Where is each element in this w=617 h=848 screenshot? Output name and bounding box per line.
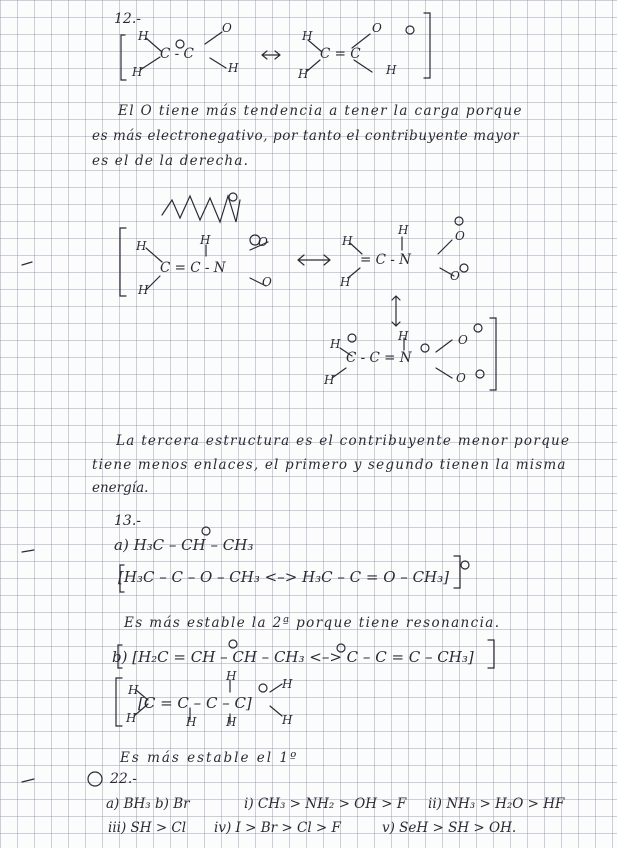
- question-22-label: 22.-: [110, 771, 137, 787]
- atom-H: H: [226, 715, 237, 729]
- atom-H: H: [298, 67, 309, 81]
- atom-H: H: [228, 61, 239, 75]
- question-13a-line-2: [H₃C – C – O – CH₃ <–> H₃C – C = O – CH₃]: [118, 568, 449, 586]
- question-22-answer-iii: iii) SH > Cl: [108, 820, 187, 836]
- atom-O: O: [456, 371, 466, 385]
- structure-12-right: C = C: [320, 46, 361, 62]
- resonance-12-nitro: [120, 217, 496, 390]
- atom-H: H: [340, 275, 351, 289]
- question-13b-line-2: [C = C – C – C]: [138, 694, 252, 712]
- question-22-answer-i: i) CH₃ > NH₂ > OH > F: [244, 796, 407, 812]
- question-13a-note: Es más estable la 2ª porque tiene resonancia.: [124, 615, 501, 631]
- atom-H: H: [138, 29, 149, 43]
- atom-H: H: [398, 223, 409, 237]
- atom-H: H: [342, 234, 353, 248]
- paragraph-12b-line-1: La tercera estructura es el contribuyente menor porque: [116, 433, 571, 449]
- atom-O: O: [222, 21, 232, 35]
- atom-H: H: [226, 669, 237, 683]
- atom-H: H: [128, 683, 139, 697]
- paragraph-12-line-2: es más electronegativo, por tanto el contribuyente mayor: [92, 128, 520, 144]
- question-22-answer-ii: ii) NH₃ > H₂O > HF: [428, 796, 565, 812]
- structure-12-nitro-1: C = C - N: [160, 260, 226, 276]
- atom-H: H: [136, 239, 147, 253]
- question-22-answer-iv: iv) I > Br > Cl > F: [214, 820, 341, 836]
- question-13a-line-1: a) H₃C – CH – CH₃: [114, 536, 254, 554]
- atom-H: H: [386, 63, 397, 77]
- paragraph-12b-line-3: energía.: [92, 480, 149, 496]
- circled-question-mark: [22, 772, 102, 786]
- scribble-drawing: [162, 193, 240, 222]
- question-22-answer-ab: a) BH₃ b) Br: [106, 796, 190, 812]
- atom-O: O: [372, 21, 382, 35]
- question-13-label: 13.-: [114, 513, 141, 529]
- atom-O: O: [458, 333, 468, 347]
- paragraph-12-line-3: es el de la derecha.: [92, 153, 250, 169]
- atom-H: H: [398, 329, 409, 343]
- paragraph-12b-line-2: tiene menos enlaces, el primero y segundo tienen la misma: [92, 457, 567, 473]
- atom-H: H: [282, 677, 293, 691]
- structure-12-nitro-3: C - C = N: [346, 350, 412, 366]
- question-13b-line-1: b) [H₂C = CH – CH – CH₃ <–> C – C = C – CH₃]: [112, 648, 474, 666]
- atom-H: H: [282, 713, 293, 727]
- atom-H: H: [126, 711, 137, 725]
- structure-12-left: C - C: [160, 46, 194, 62]
- atom-H: H: [324, 373, 335, 387]
- question-13b-note: Es más estable el 1º: [120, 750, 299, 766]
- atom-H: H: [330, 337, 341, 351]
- structure-12-nitro-2: = C - N: [360, 252, 411, 268]
- paragraph-12-line-1: El O tiene más tendencia a tener la carga porque: [118, 103, 523, 119]
- atom-O: O: [258, 235, 268, 249]
- atom-O: O: [450, 269, 460, 283]
- atom-O: O: [262, 275, 272, 289]
- atom-H: H: [138, 283, 149, 297]
- atom-H: H: [200, 233, 211, 247]
- atom-O: O: [455, 229, 465, 243]
- question-22-answer-v: v) SeH > SH > OH.: [382, 820, 517, 836]
- atom-H: H: [302, 29, 313, 43]
- atom-H: H: [132, 65, 143, 79]
- question-12-label: 12.-: [114, 11, 141, 27]
- atom-H: H: [186, 715, 197, 729]
